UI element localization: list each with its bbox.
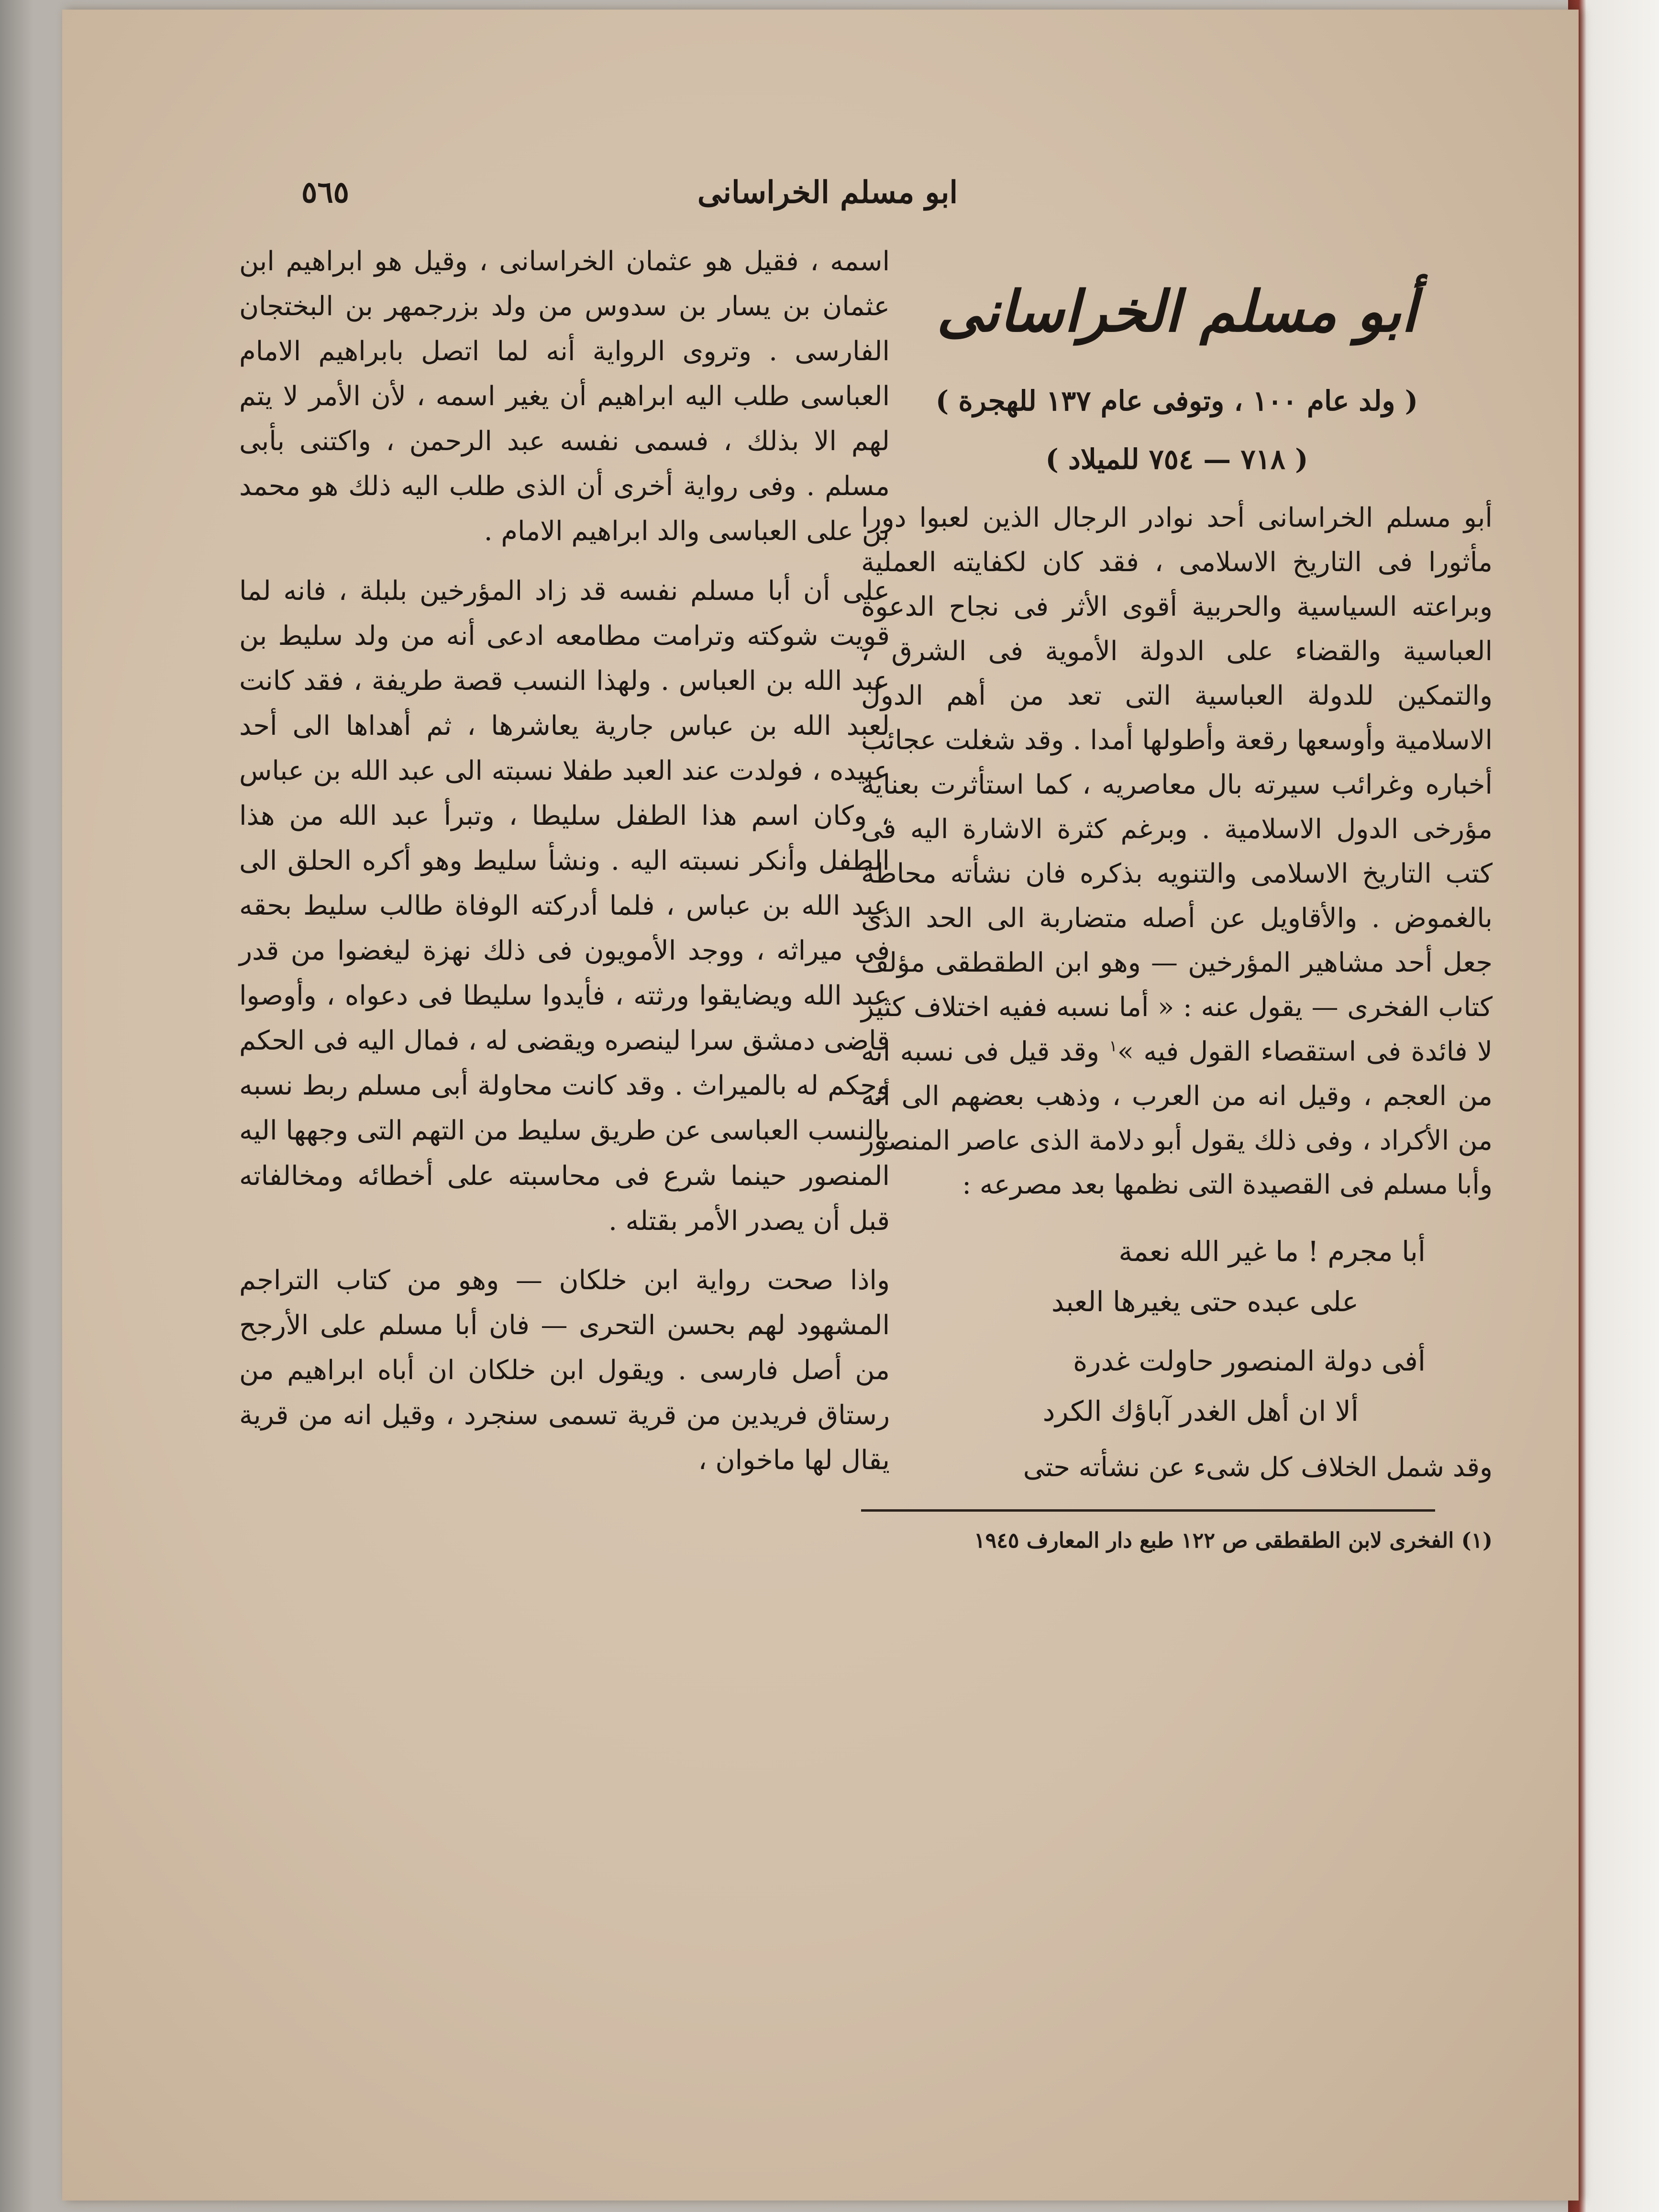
- paragraph: وقد شمل الخلاف كل شىء عن نشأته حتى: [1023, 1452, 1493, 1483]
- paragraph: [861, 496, 1493, 1207]
- book-page: [62, 10, 1579, 2201]
- verse-line: أفى دولة المنصور حاولت غدرة: [1073, 1345, 1426, 1378]
- footnote-ref: ١: [1109, 1036, 1117, 1055]
- verse-couplet: [861, 1336, 1493, 1436]
- paragraph: على أن أبا مسلم نفسه قد زاد المؤرخين بلبلة ، فانه لما قويت شوكته وترامت مطامعه ادعى أنه من ولد سليط بن عبد الله بن العباس . ولهذا النسب قصة طريفة ، فقد كانت لعبد الله بن عباس جارية يعاشرها ، ثم أهداها الى أحد عبيده ، فولدت عند العبد طفلا نسبته الى عبد الله بن عباس ، وكان اسم هذا الطفل سليطا ، وتبرأ عبد الله من هذا الطفل وأنكر نسبته اليه . ونشأ سليط وهو أكره الحلق الى عبد الله بن عباس ، فلما أدركته الوفاة طالب سليط بحقه فى ميراثه ، ووجد الأمويون فى ذلك نهزة ليغضوا من قدر عبد الله ويضايقوا ورثته ، فأيدوا سليطا فى دعواه ، وأوصوا قاضى دمشق سرا لينصره ويقضى له ، فمال اليه فى الحكم وحكم له بالميراث . وقد كانت محاولة أبى مسلم ربط نسبه بالنسب العباسى عن طريق سليط من التهم التى وجهها اليه المنصور حينما شرع فى محاسبته على أخطائه ومخالفاته قبل أن يصدر الأمر بقتله .: [239, 575, 890, 1237]
- footnote: (١) الفخرى لابن الطقطقى ص ١٢٢ طبع دار المعارف ١٩٤٥: [974, 1528, 1493, 1553]
- dates-gregorian: ( ٧١٨ — ٧٥٤ للميلاد ): [1045, 443, 1308, 476]
- page-number: ٥٦٥: [301, 175, 349, 210]
- verse-couplet: [861, 1227, 1493, 1327]
- dates-hijri: ( ولد عام ١٠٠ ، وتوفى عام ١٣٧ للهجرة ): [935, 384, 1418, 417]
- paragraph-text: وقد قيل فى نسبه انه من العجم ، وقيل انه من العرب ، وذهب بعضهم الى أنه من الأكراد ، وفى ذلك يقول أبو دلامة الذى عاصر المنصور وأبا مسلم فى القصيدة التى نظمها بعد مصرعه :: [861, 1036, 1493, 1201]
- right-column: [861, 277, 1493, 1556]
- verse-line: ألا ان أهل الغدر آباؤك الكرد: [1042, 1394, 1359, 1427]
- running-title: ابو مسلم الخراسانى: [697, 175, 958, 210]
- footnote-divider: [861, 1509, 1435, 1512]
- paragraph: واذا صحت رواية ابن خلكان — وهو من كتاب التراجم المشهود لهم بحسن التحرى — فان أبا مسلم على الأرجح من أصل فارسى . ويقول ابن خلكان ان أباه ابراهيم من رستاق فريدين من قرية تسمى سنجرد ، وقيل انه من قرية يقال لها ماخوان ،: [239, 1264, 890, 1476]
- adjacent-page-edge: [1568, 0, 1659, 2212]
- verse-line: أبا مجرم ! ما غير الله نعمة: [1118, 1235, 1426, 1268]
- verse-line: على عبده حتى يغيرها العبد: [1051, 1285, 1359, 1318]
- paragraph: اسمه ، فقيل هو عثمان الخراسانى ، وقيل هو ابراهيم ابن عثمان بن يسار بن سدوس من ولد بزرجمهر بن البختجان الفارسى . وتروى الرواية أنه لما اتصل بابراهيم الامام العباسى طلب اليه ابراهيم أن يغير اسمه ، لأن الأمر لا يتم لهم الا بذلك ، فسمى نفسه عبد الرحمن ، واكتنى بأبى مسلم . وفى رواية أخرى أن الذى طلب اليه ذلك هو محمد بن على العباسى والد ابراهيم الامام .: [239, 246, 890, 547]
- running-header: [62, 175, 1579, 227]
- left-column: [239, 239, 890, 1497]
- article-title: أبو مسلم الخراسانى: [937, 278, 1417, 344]
- paragraph-text: أبو مسلم الخراسانى أحد نوادر الرجال الذين لعبوا دورا مأثورا فى التاريخ الاسلامى ، فقد كان لكفايته العملية وبراعته السياسية والحربية أقوى الأثر فى نجاح الدعوة العباسية والقضاء على الدولة الأموية فى الشرق ، والتمكين للدولة العباسية التى تعد من أهم الدول الاسلامية وأوسعها رقعة وأطولها أمدا . وقد شغلت عجائب أخباره وغرائب سيرته بال معاصريه ، كما استأثرت بعناية مؤرخى الدول الاسلامية . وبرغم كثرة الاشارة اليه فى كتب التاريخ الاسلامى والتنويه بذكره فان نشأته محاطة بالغموض . والأقاويل عن أصله متضاربة الى الحد الذى جعل أحد مشاهير المؤرخين — وهو ابن الطقطقى مؤلف كتاب الفخرى — يقول عنه : « أما نسبه ففيه اختلاف كثير لا فائدة فى استقصاء القول فيه »: [861, 502, 1493, 1067]
